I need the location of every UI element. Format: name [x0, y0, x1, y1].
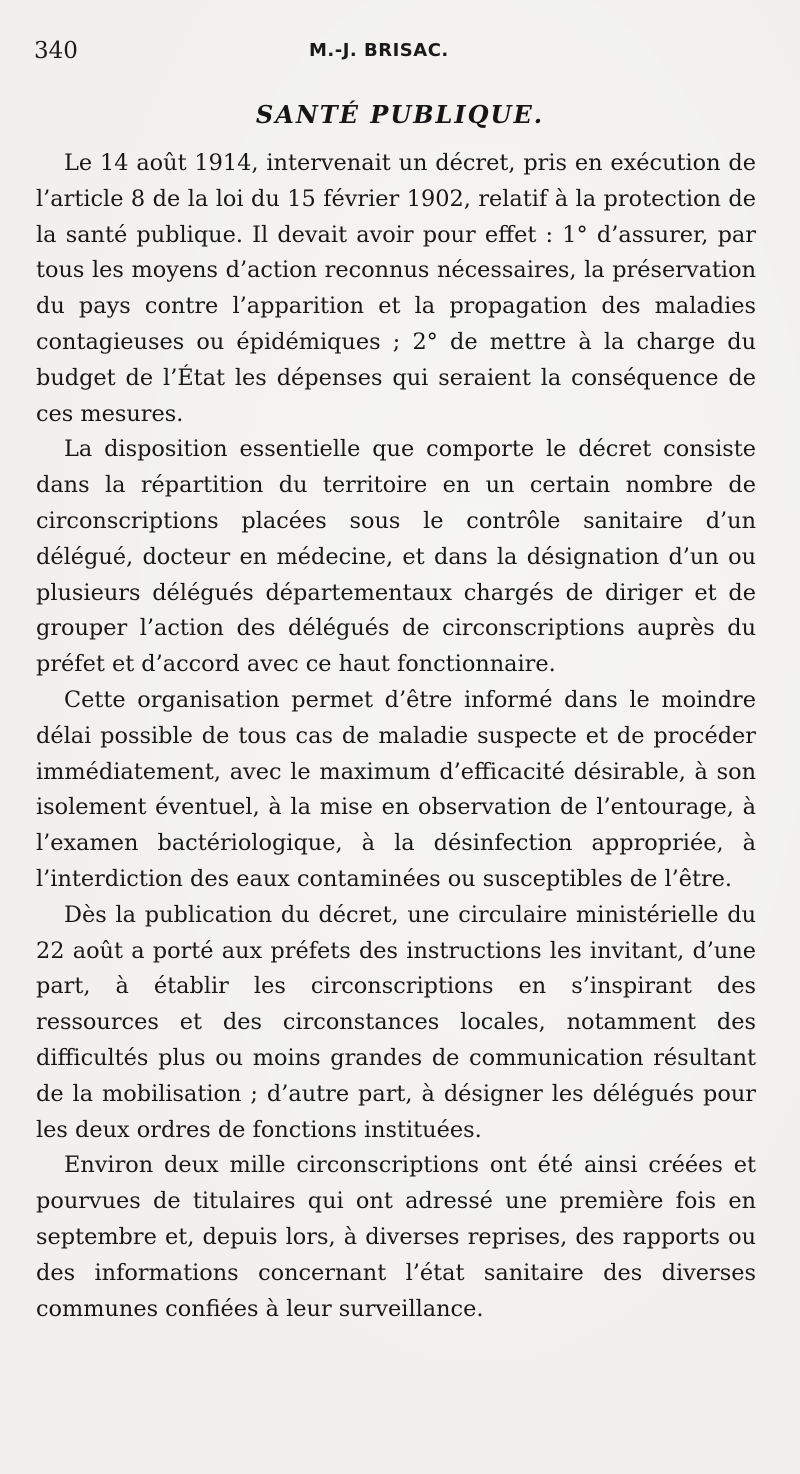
running-head [34, 36, 754, 70]
paragraph: Dès la publication du décret, une circulaire ministérielle du 22 août a porté aux préfets des instructions les invitant, d’une part, à établir les circonscriptions en s’inspirant des ressources et des circonstances locales, notamment des difficultés plus ou moins grandes de communication résultant de la mobilisation ; d’autre part, à désigner les délégués pour les deux ordres de fonctions instituées. [36, 901, 756, 1143]
paragraph: Cette organisation permet d’être informé dans le moindre délai possible de tous cas de maladie suspecte et de procéder immédiatement, avec le maximum d’efficacité désirable, à son isolement éventuel, à la mise en observation de l’entourage, à l’examen bactériologique, à la désinfection appropriée, à l’interdiction des eaux contaminées ou susceptibles de l’être. [36, 686, 756, 892]
page-number: 340 [34, 38, 78, 64]
paragraph: Environ deux mille circonscriptions ont été ainsi créées et pourvues de titulaires qui ont adressé une première fois en septembre et, depuis lors, à diverses reprises, des rapports ou des informations concernant l’état sanitaire des diverses communes confiées à leur surveillance. [36, 1152, 756, 1322]
running-title: M.-J. BRISAC. [309, 40, 449, 61]
section-title: SANTÉ PUBLIQUE. [255, 100, 545, 129]
paragraph: Le 14 août 1914, intervenait un décret, pris en exécution de l’article 8 de la loi du 15 février 1902, relatif à la protection de la santé publique. Il devait avoir pour effet : 1° d’assurer, par tous les moyens d’action reconnus nécessaires, la préservation du pays contre l’apparition et la propagation des maladies contagieuses ou épidémiques ; 2° de mettre à la charge du budget de l’État les dépenses qui seraient la conséquence de ces mesures. [36, 150, 756, 427]
paragraph: La disposition essentielle que comporte le décret consiste dans la répartition du territoire en un certain nombre de circonscriptions placées sous le contrôle sanitaire d’un délégué, docteur en médecine, et dans la désignation d’un ou plusieurs délégués départementaux chargés de diriger et de grouper l’action des délégués de circonscriptions auprès du préfet et d’accord avec ce haut fonctionnaire. [36, 436, 756, 678]
body-text [36, 146, 756, 1327]
